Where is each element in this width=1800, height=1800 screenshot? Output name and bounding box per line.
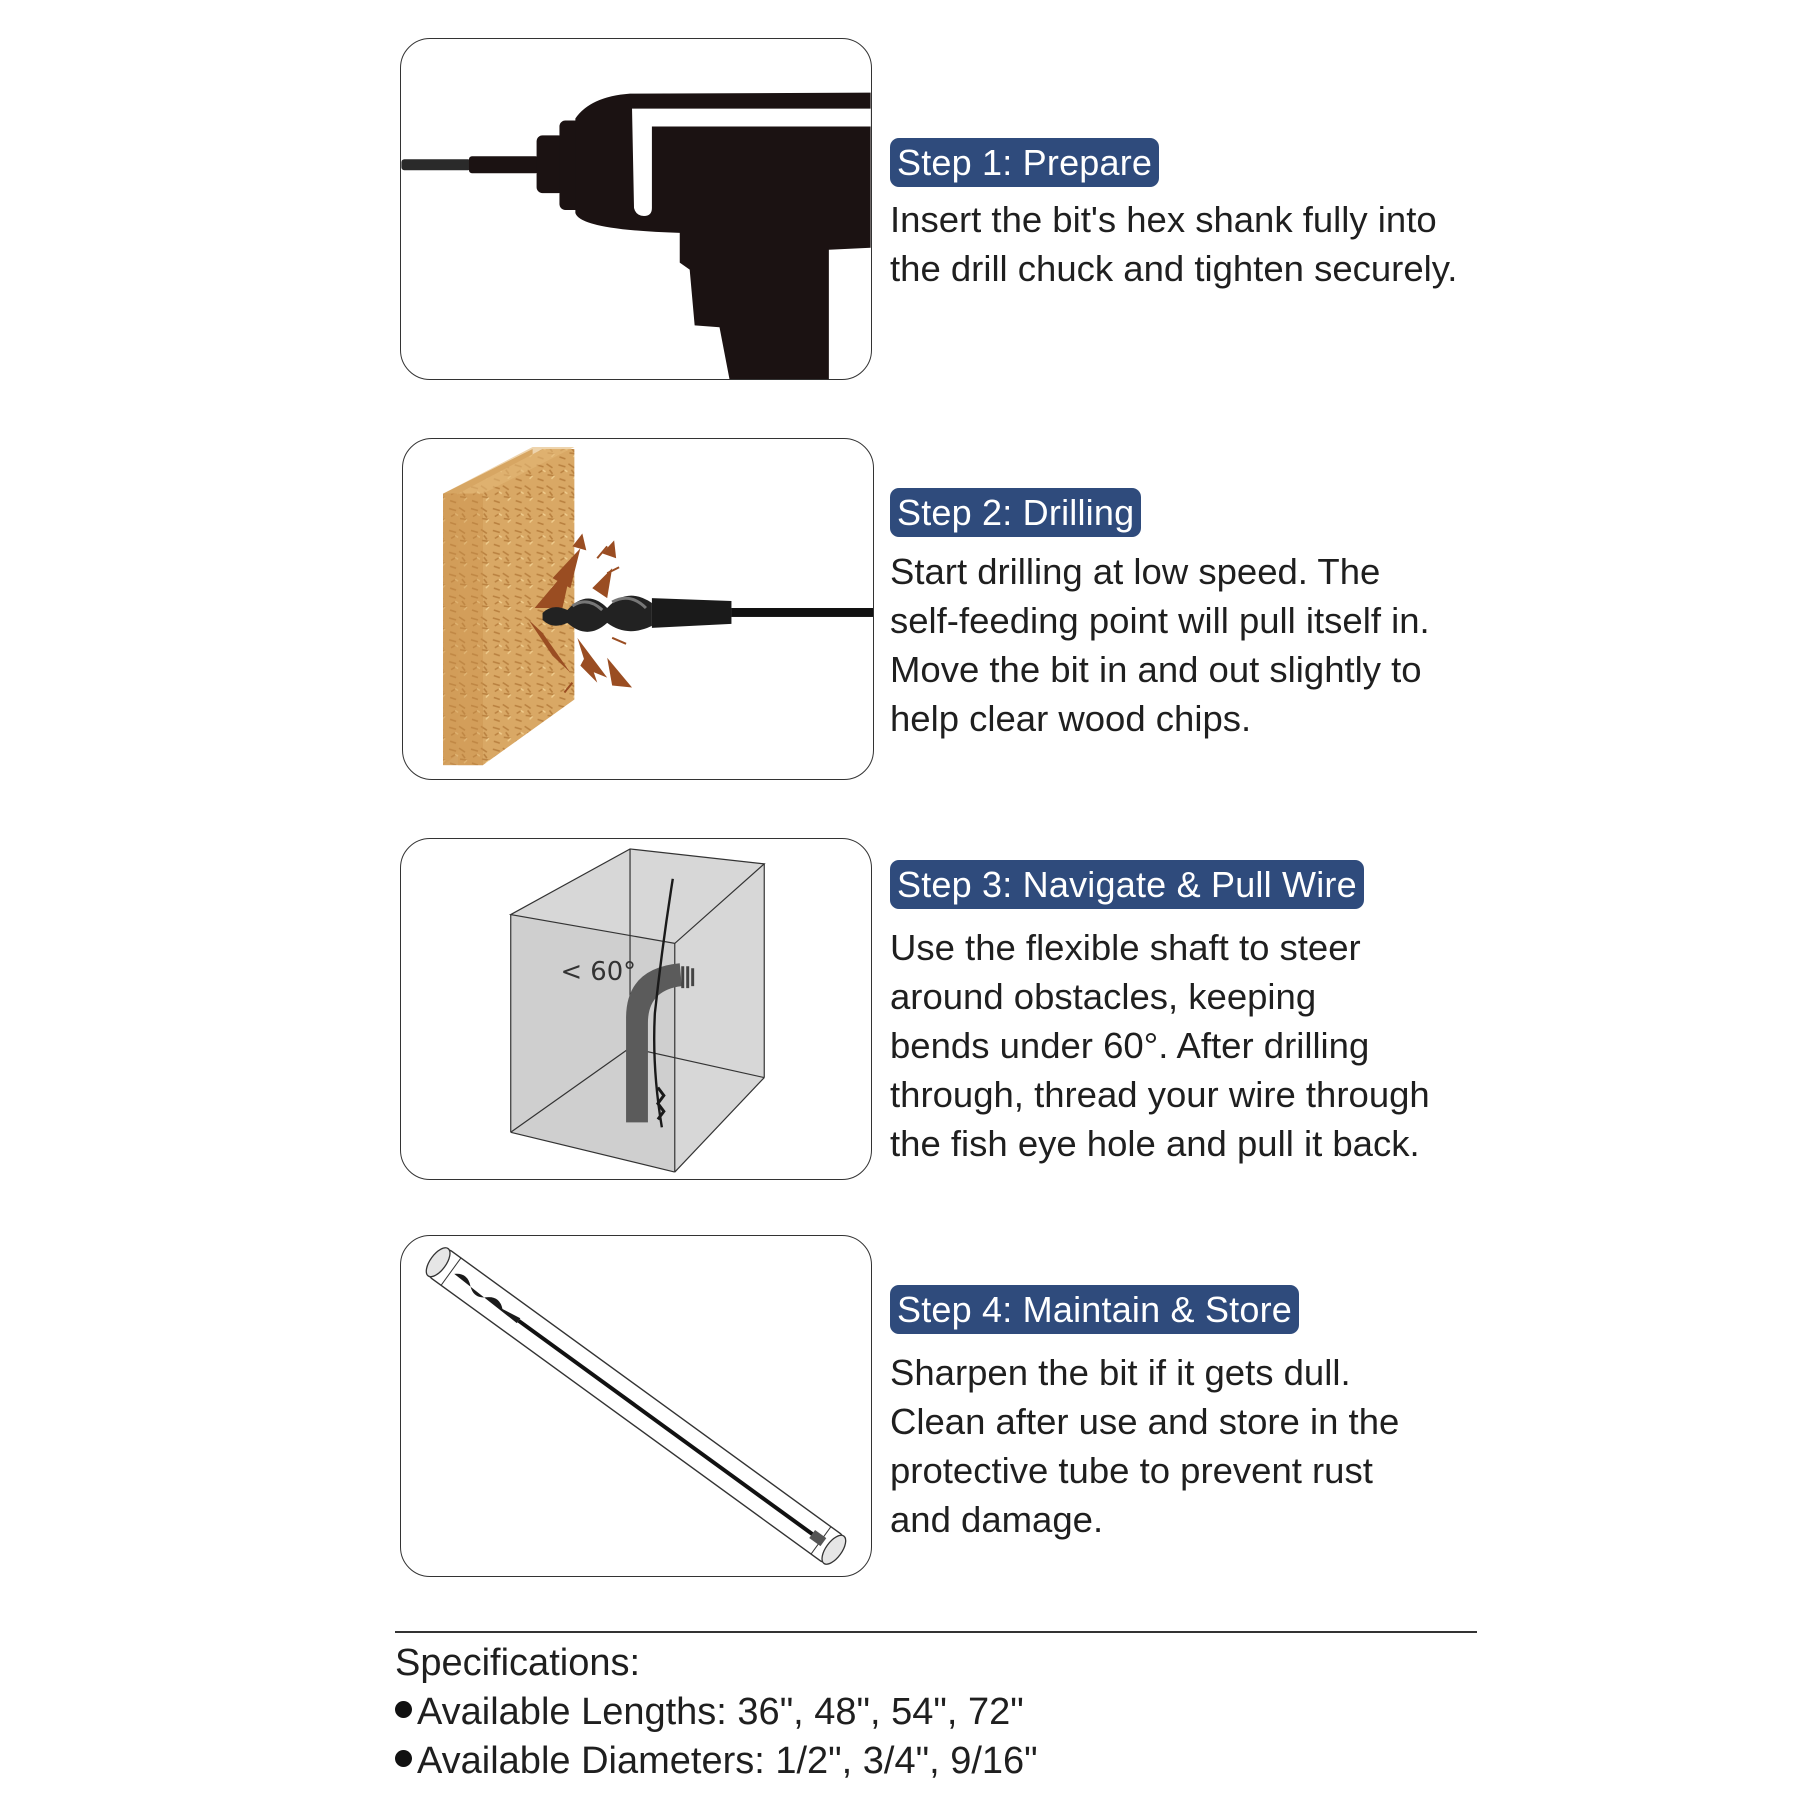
step-2 xyxy=(890,488,1530,743)
step-3-line: Use the flexible shaft to steer xyxy=(890,927,1361,968)
step-4-badge: Step 4: Maintain & Store xyxy=(890,1285,1299,1334)
step-4 xyxy=(890,1285,1530,1544)
step-1-line: Insert the bit's hex shank fully into xyxy=(890,199,1437,240)
spec-item-lengths xyxy=(395,1688,1495,1737)
step-2-image-card xyxy=(402,438,874,780)
step-4-line: and damage. xyxy=(890,1499,1104,1540)
step-3-image-card xyxy=(400,838,872,1180)
step-1-description xyxy=(890,195,1530,293)
step-4-description xyxy=(890,1348,1530,1544)
storage-tube-illustration xyxy=(401,1236,871,1576)
spec-item-diameters xyxy=(395,1737,1495,1786)
spec-item-text: Available Lengths: 36", 48", 54", 72" xyxy=(417,1691,1024,1733)
step-3-line: around obstacles, keeping xyxy=(890,976,1317,1017)
specifications-section xyxy=(395,1638,1495,1786)
step-4-line: Sharpen the bit if it gets dull. xyxy=(890,1352,1351,1393)
step-3-badge: Step 3: Navigate & Pull Wire xyxy=(890,860,1364,909)
step-1-image-card xyxy=(400,38,872,380)
section-divider xyxy=(395,1631,1477,1633)
angle-label: < 60° xyxy=(560,957,637,988)
step-2-badge: Step 2: Drilling xyxy=(890,488,1141,537)
step-2-line: self-feeding point will pull itself in. xyxy=(890,600,1430,641)
drill-icon xyxy=(401,39,871,379)
wood-board-drilling-illustration xyxy=(403,439,873,779)
spec-item-text: Available Diameters: 1/2", 3/4", 9/16" xyxy=(417,1740,1038,1782)
specifications-title: Specifications: xyxy=(395,1642,641,1684)
step-3-line: through, thread your wire through xyxy=(890,1074,1430,1115)
step-3-description xyxy=(890,923,1530,1168)
step-4-image-card xyxy=(400,1235,872,1577)
step-1-line: the drill chuck and tighten securely. xyxy=(890,248,1458,289)
bullet-icon xyxy=(395,1701,412,1718)
step-1-badge: Step 1: Prepare xyxy=(890,138,1159,187)
step-4-line: Clean after use and store in the xyxy=(890,1401,1400,1442)
step-1 xyxy=(890,138,1530,293)
step-3-line: the fish eye hole and pull it back. xyxy=(890,1123,1420,1164)
step-2-line: help clear wood chips. xyxy=(890,698,1252,739)
step-2-line: Move the bit in and out slightly to xyxy=(890,649,1422,690)
wall-cavity-bend-illustration xyxy=(401,839,871,1179)
step-4-line: protective tube to prevent rust xyxy=(890,1450,1373,1491)
bullet-icon xyxy=(395,1750,412,1767)
step-2-description xyxy=(890,547,1530,743)
step-2-line: Start drilling at low speed. The xyxy=(890,551,1381,592)
step-3-line: bends under 60°. After drilling xyxy=(890,1025,1370,1066)
step-3 xyxy=(890,860,1530,1168)
